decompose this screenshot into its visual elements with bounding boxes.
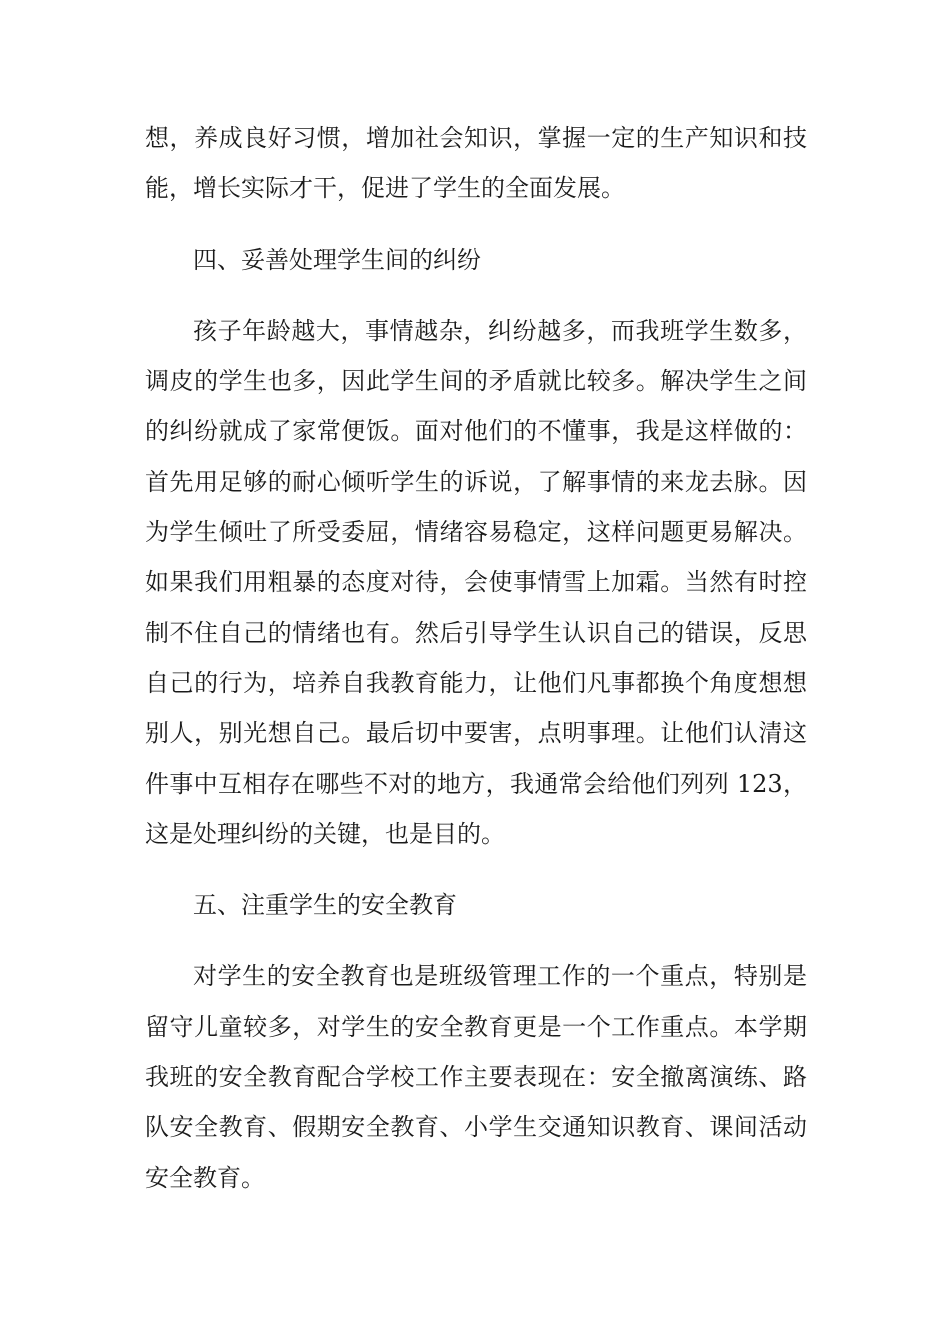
paragraph-disputes: 孩子年龄越大，事情越杂，纠纷越多，而我班学生数多，调皮的学生也多，因此学生间的矛盾就比较多。解决学生之间的纠纷就成了家常便饭。面对他们的不懂事，我是这样做的：首先用足够的耐心倾听学生的诉说，了解事情的来龙去脉。因为学生倾吐了所受委屈，情绪容易稳定，这样问题更易解决。如果我们用粗暴的态度对待，会使事情雪上加霜。当然有时控制不住自己的情绪也有。然后引导学生认识自己的错误，反思自己的行为，培养自我教育能力，让他们凡事都换个角度想想别人，别光想自己。最后切中要害，点明事理。让他们认清这件事中互相存在哪些不对的地方，我通常会给他们列列 123，这是处理纠纷的关键，也是目的。 [145,316,807,848]
section-heading-four: 四、妥善处理学生间的纠纷 [193,245,481,274]
paragraph-safety: 对学生的安全教育也是班级管理工作的一个重点，特别是留守儿童较多，对学生的安全教育更是一个工作重点。本学期我班的安全教育配合学校工作主要表现在：安全撤离演练、路队安全教育、假期安全教育、小学生交通知识教育、课间活动安全教育。 [145,962,807,1192]
paragraph-continuation: 想，养成良好习惯，增加社会知识，掌握一定的生产知识和技能，增长实际才干，促进了学生的全面发展。 [145,124,807,203]
section-heading-five: 五、注重学生的安全教育 [193,891,457,920]
document-page [145,113,807,1203]
